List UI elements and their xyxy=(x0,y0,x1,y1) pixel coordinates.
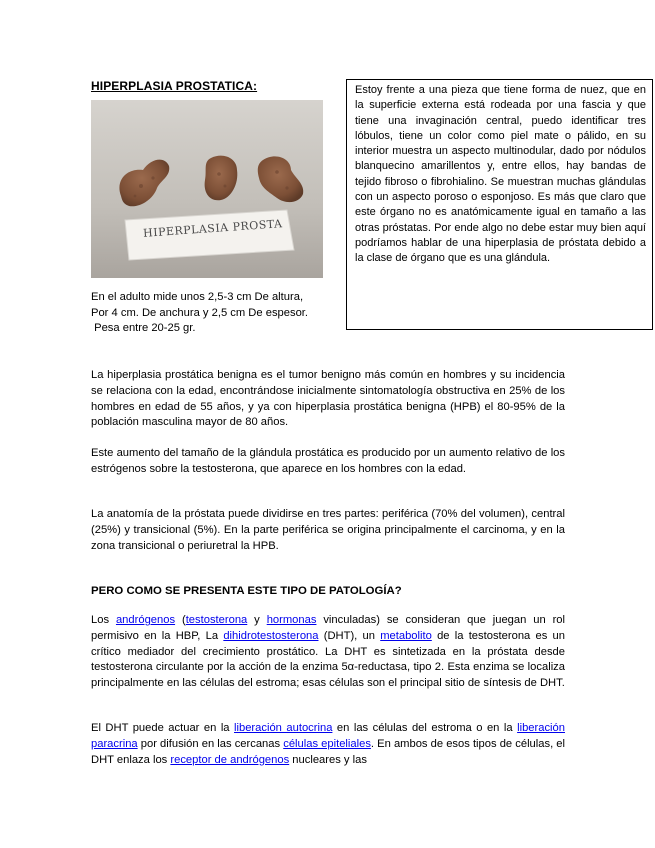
paragraph-intro: La hiperplasia prostática benigna es el tumor benigno más común en hombres y su incidencia se relaciona con la edad, encontrándose inicialmente sintomatología obstructiva en 25% de los hombres en edad de 55 años, y ya con hiperplasia prostática benigna (HPB) el 80-95% de la población masculina mayor de 80 años. xyxy=(91,369,565,429)
link-hormonas[interactable]: hormonas xyxy=(266,614,317,626)
specimen-label-text: HIPERPLASIA PROSTA xyxy=(142,217,283,240)
paragraph-dht-action xyxy=(91,721,565,768)
link-testosterona[interactable]: testosterona xyxy=(185,614,248,626)
caption-line: Por 4 cm. De anchura y 2,5 cm De espesor. xyxy=(91,306,309,319)
paragraph-estrogen: Este aumento del tamaño de la glándula prostática es producido por un aumento relativo de los estrógenos sobre la testosterona, que aparece en los hombres con la edad. xyxy=(91,447,565,475)
text-run: . En ambos de esos tipos de células, el DHT enlaza los xyxy=(91,737,566,766)
description-box xyxy=(346,79,653,330)
text-run: por difusión en las cercanas xyxy=(137,737,284,750)
specimen-photo xyxy=(91,100,323,278)
text-run: de la testosterona es un crítico mediador del crecimiento prostático. La DHT es sintetizada en la próstata desde testosterona circulante por la acción de la enzima 5α-reductasa, tipo 2. Esta enzima se localiza principalmente en las células del estroma; esas células son el principal sitio de síntesis de DHT. xyxy=(91,629,565,690)
text-run: en las células del estroma o en la xyxy=(332,722,518,734)
text-run: El DHT puede actuar en la xyxy=(91,722,235,734)
caption-line: En el adulto mide unos 2,5-3 cm De altura, xyxy=(91,291,304,303)
text-run: y xyxy=(247,614,267,626)
text-run: nucleares y las xyxy=(289,753,367,766)
prostate-specimen-image xyxy=(91,100,323,278)
link-celulas-epiteliales[interactable]: células epiteliales xyxy=(283,737,371,750)
text-run: ( xyxy=(175,614,186,626)
photo-caption xyxy=(91,290,347,337)
text-run: Los xyxy=(91,614,116,626)
link-metabolito[interactable]: metabolito xyxy=(380,629,432,642)
paragraph-anatomy: La anatomía de la próstata puede dividirse en tres partes: periférica (70% del volumen), central (25%) y transicional (5%). En la parte periférica se origina principalmente el carcinoma, y en la zona transicional o periuretral la HPB. xyxy=(91,508,565,552)
paragraph-androgens xyxy=(91,613,565,692)
text-run: (DHT), un xyxy=(318,629,381,642)
link-liberacion-autocrina[interactable]: liberación autocrina xyxy=(234,722,333,734)
caption-line: Pesa entre 20-25 gr. xyxy=(91,322,196,334)
link-liberacion-paracrina[interactable]: liberación paracrina xyxy=(91,722,565,750)
link-receptor-androgenos[interactable]: receptor de andrógenos xyxy=(170,753,290,766)
link-dihidrotestosterona[interactable]: dihidrotestosterona xyxy=(223,629,319,642)
section-heading: PERO COMO SE PRESENTA ESTE TIPO DE PATOLOGÍA? xyxy=(91,585,402,597)
text-run: vinculadas) se consideran que juegan un rol permisivo en la HBP, La xyxy=(91,614,566,642)
link-androgenos[interactable]: andrógenos xyxy=(115,614,176,626)
document-title: HIPERPLASIA PROSTATICA: xyxy=(91,79,258,93)
description-text: Estoy frente a una pieza que tiene forma de nuez, que en la superficie externa está rodeada por una fascia y que tiene una invaginación central, puedo identificar tres lóbulos, tiene un color como piel mate o pálido, en su interior muestra un aspecto multinodular, dado por nódulos blanquecino amarillentos y, entre ellos, hay bandas de tejido fibroso o fibrohialino. Se muestran muchas glándulas con un aspecto poroso o esponjoso. Es más que claro que este órgano no es anatómicamente igual en tamaño a las otras próstatas. Por ende algo no debe estar muy bien aquí podríamos hablar de una hiperplasia de próstata debido a la clase de órgano que es una glándula. xyxy=(355,84,646,265)
